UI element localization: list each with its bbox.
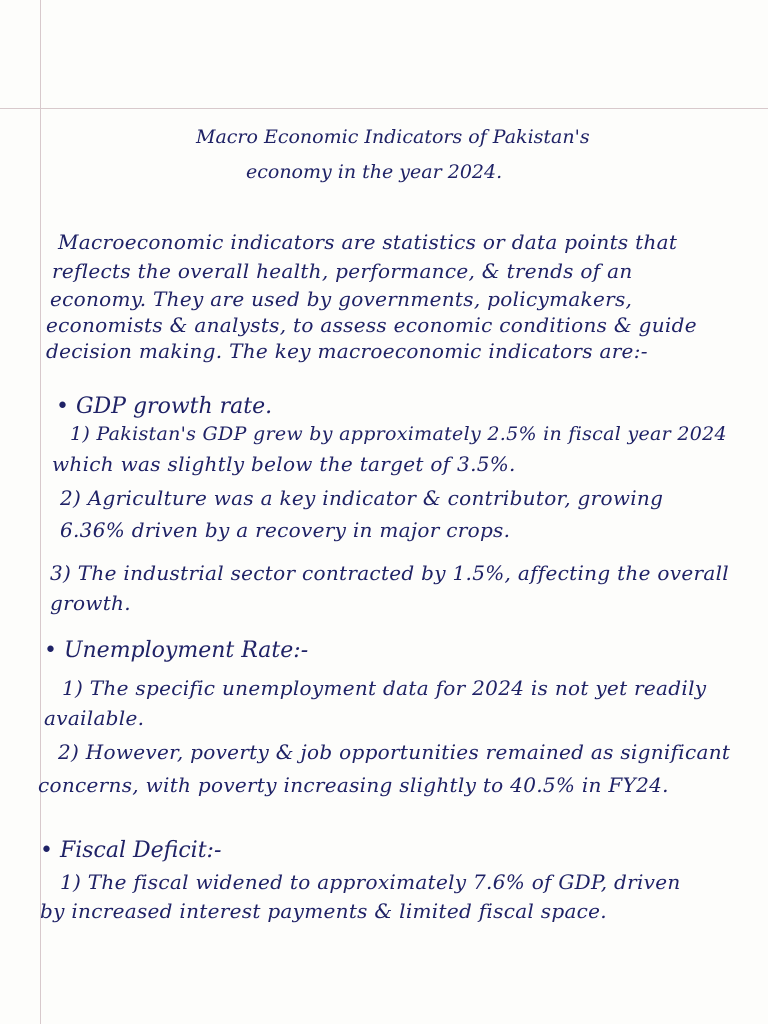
page-title-line-2: economy in the year 2024.: [246, 161, 503, 183]
gdp-point-3-line-1: 3) The industrial sector contracted by 1.5%, affecting the overall: [50, 561, 729, 585]
gdp-point-1-line-1: 1) Pakistan's GDP grew by approximately 2.5% in fiscal year 2024: [70, 423, 727, 445]
section-heading-unemployment: • Unemployment Rate:-: [44, 638, 309, 663]
unemployment-point-1-line-2: available.: [44, 706, 145, 730]
intro-line: economy. They are used by governments, policymakers,: [50, 287, 633, 311]
intro-line: economists & analysts, to assess economic conditions & guide: [46, 313, 697, 337]
page-title-line-1: Macro Economic Indicators of Pakistan's: [196, 126, 590, 148]
unemployment-point-1-line-1: 1) The specific unemployment data for 2024 is not yet readily: [62, 676, 707, 700]
fiscal-point-1-line-2: by increased interest payments & limited fiscal space.: [40, 899, 607, 923]
intro-line: Macroeconomic indicators are statistics or data points that: [58, 230, 678, 254]
gdp-point-3-line-2: growth.: [50, 591, 131, 615]
section-heading-gdp: • GDP growth rate.: [56, 394, 273, 419]
margin-line-horizontal: [0, 108, 768, 109]
unemployment-point-2-line-1: 2) However, poverty & job opportunities remained as significant: [58, 740, 731, 764]
unemployment-point-2-line-2: concerns, with poverty increasing slightly to 40.5% in FY24.: [38, 773, 669, 797]
gdp-point-1-line-2: which was slightly below the target of 3.5%.: [52, 452, 516, 476]
intro-line: decision making. The key macroeconomic indicators are:-: [46, 339, 648, 363]
margin-line-vertical: [40, 0, 41, 1024]
gdp-point-2-line-1: 2) Agriculture was a key indicator & contributor, growing: [60, 486, 664, 510]
gdp-point-2-line-2: 6.36% driven by a recovery in major crops.: [60, 518, 511, 542]
section-heading-fiscal-deficit: • Fiscal Deficit:-: [40, 838, 222, 863]
intro-line: reflects the overall health, performance, & trends of an: [52, 259, 633, 283]
fiscal-point-1-line-1: 1) The fiscal widened to approximately 7.6% of GDP, driven: [60, 870, 681, 894]
